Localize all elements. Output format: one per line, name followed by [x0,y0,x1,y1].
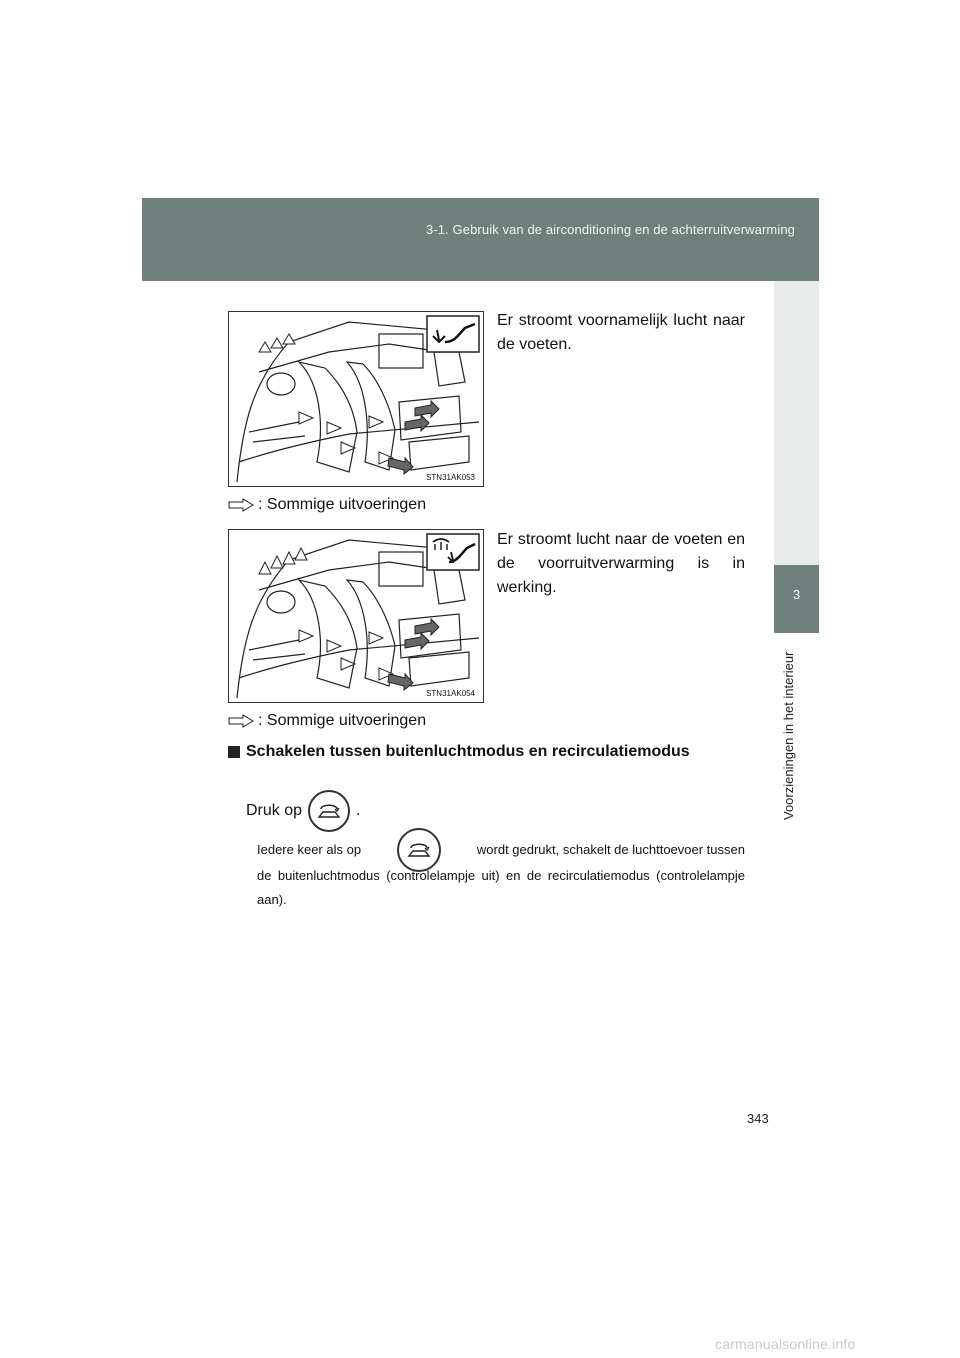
explanation-text-start: Iedere keer als op [257,842,362,857]
car-interior-illustration [229,312,483,486]
chapter-tab [774,565,819,633]
recirculation-button[interactable] [308,790,350,832]
instruction-line [246,790,360,832]
recirculation-icon [407,840,431,860]
watermark: carmanualsonline.info [715,1336,856,1352]
side-tab-background [774,281,819,565]
airflow-description-feet: Er stroomt voornamelijk lucht naar de voeten. [497,312,745,353]
availability-note [228,496,426,514]
explanation-text-middle: wordt gedrukt, schakelt de luchttoevoer tussen [476,842,745,857]
square-bullet-icon [228,746,240,758]
recirculation-explanation [257,836,745,912]
explanation-first-line [257,836,745,864]
airflow-figure-feet-defrost [228,529,484,703]
instruction-period: . [356,802,361,819]
chapter-side-label: Voorzieningen in het interieur [781,652,796,821]
chapter-number: 3 [792,587,801,602]
arrow-marker-icon [228,498,254,512]
arrow-marker-icon [228,714,254,728]
chapter-title: 3-1. Gebruik van de airconditioning en de achterruitverwarming [426,222,795,237]
figure-code: STN31AK054 [426,689,475,698]
availability-note-text: : Sommige uitvoeringen [258,496,427,513]
car-interior-illustration [229,530,483,702]
figure-code: STN31AK053 [426,473,475,482]
availability-note-text: : Sommige uitvoeringen [258,712,427,729]
airflow-figure-feet [228,311,484,487]
airflow-description-feet-defrost: Er stroomt lucht naar de voeten en de voorruitverwarming is in werking. [497,531,745,596]
explanation-rest: de buitenluchtmodus (controlelampje uit) en de recirculatiemodus (controlelampje aan). [257,868,745,907]
recirculation-icon [317,801,341,821]
availability-note [228,712,426,730]
instruction-text: Druk op [246,802,303,819]
section-heading-text: Schakelen tussen buitenluchtmodus en recirculatiemodus [246,743,690,760]
page-number: 343 [747,1111,769,1126]
section-heading [228,743,690,761]
chapter-header [142,198,819,281]
